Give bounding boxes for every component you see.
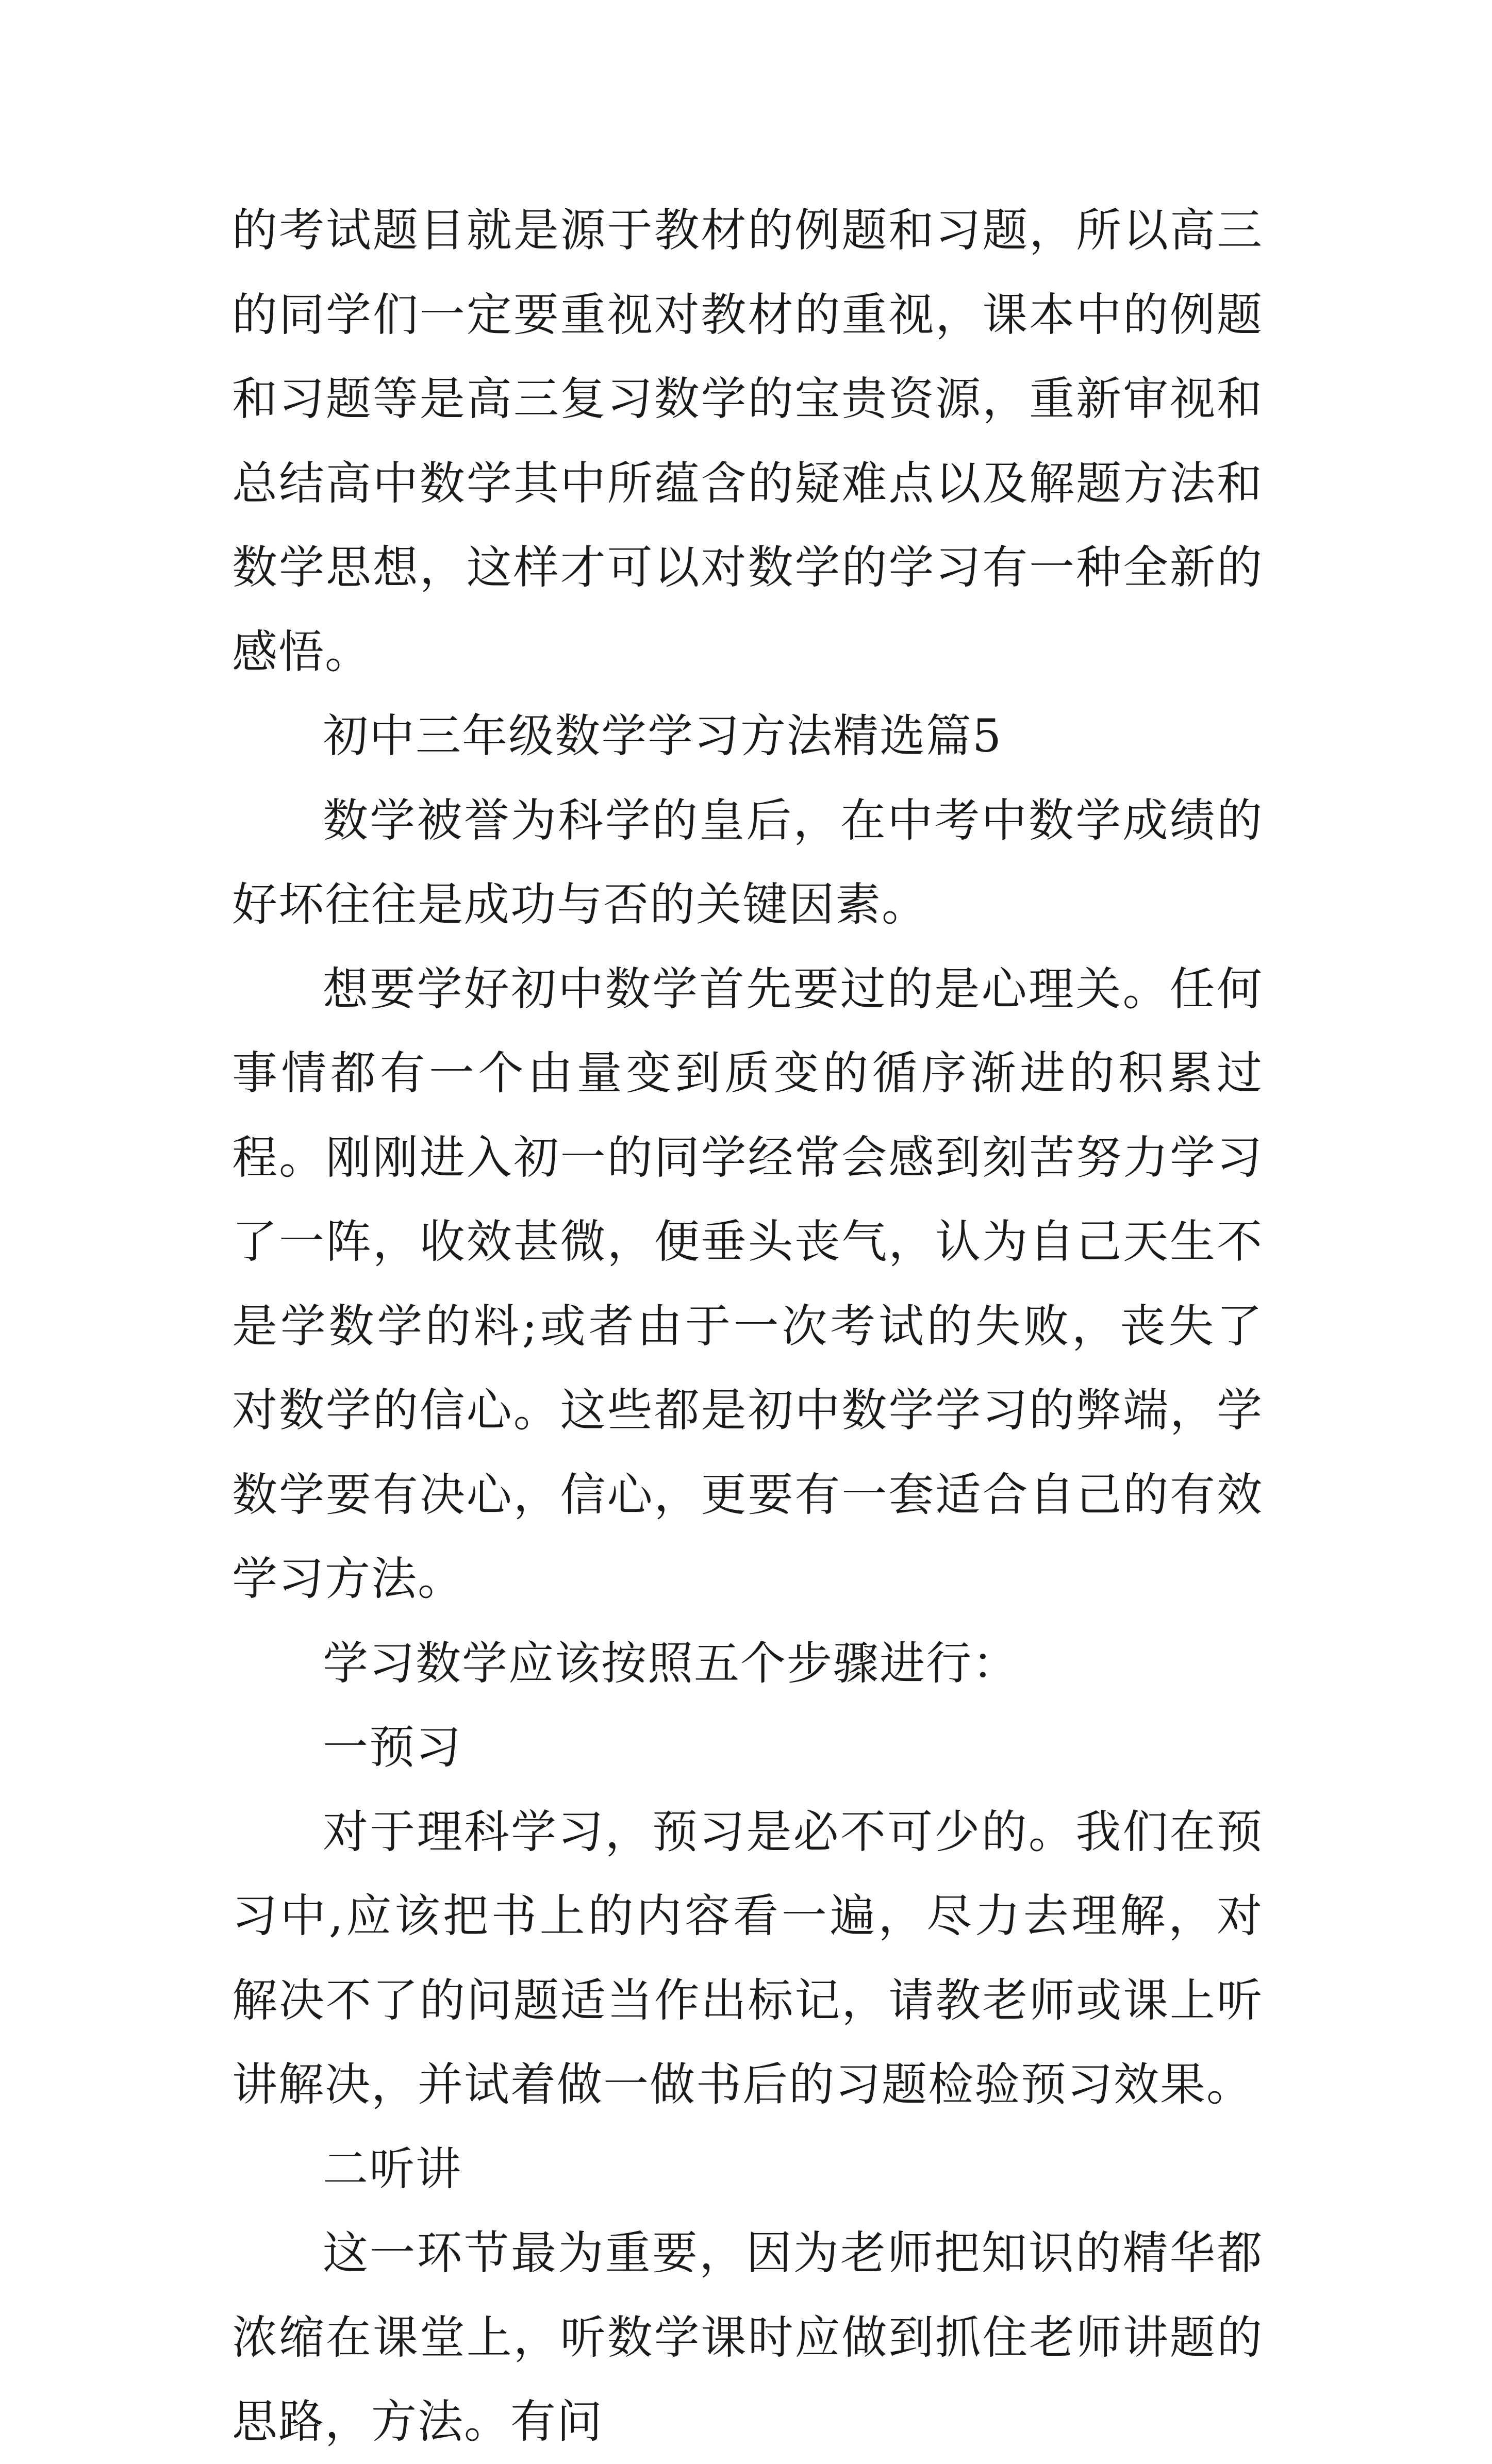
paragraph-continuation: 的考试题目就是源于教材的例题和习题，所以高三的同学们一定要重视对教材的重视，课本中的例题和习题等是高三复习数学的宝贵资源，重新审视和总结高中数学其中所蕴含的疑难点以及解题方法和数学思想，这样才可以对数学的学习有一种全新的感悟。: [232, 204, 1263, 678]
paragraph: 想要学好初中数学首先要过的是心理关。任何事情都有一个由量变到质变的循序渐进的积累过程。刚刚进入初一的同学经常会感到刻苦努力学习了一阵，收效甚微，便垂头丧气，认为自己天生不是学数学的料;或者由于一次考试的失败，丧失了对数学的信心。这些都是初中数学学习的弊端，学数学要有决心，信心，更要有一套适合自己的有效学习方法。: [232, 962, 1263, 1605]
paragraph: 对于理科学习，预习是必不可少的。我们在预习中,应该把书上的内容看一遍，尽力去理解，对解决不了的问题适当作出标记，请教老师或课上听讲解决，并试着做一做书后的习题检验预习效果。: [232, 1805, 1263, 2111]
section-heading: 初中三年级数学学习方法精选篇5: [323, 709, 1002, 762]
paragraph: 这一环节最为重要，因为老师把知识的精华都浓缩在课堂上，听数学课时应做到抓住老师讲题的思路，方法。有问: [232, 2226, 1263, 2448]
step-heading: 一预习: [323, 1721, 462, 1774]
document-body: [232, 188, 1263, 2464]
paragraph: 学习数学应该按照五个步骤进行：: [323, 1636, 1019, 1690]
step-heading: 二听讲: [323, 2142, 462, 2195]
paragraph: 数学被誉为科学的皇后，在中考中数学成绩的好坏往往是成功与否的关键因素。: [232, 793, 1263, 931]
